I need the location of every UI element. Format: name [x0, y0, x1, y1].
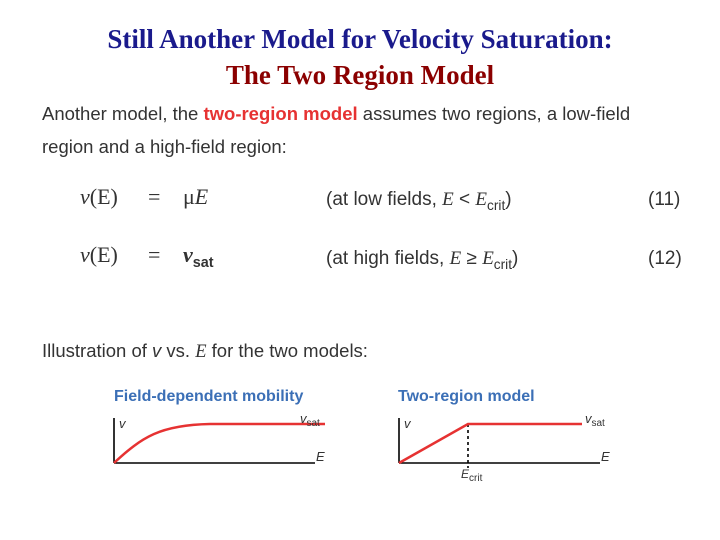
- equation-11-number: (11): [648, 189, 681, 210]
- chart1-vsat-label: $v_{sat}$: [300, 411, 320, 429]
- eq12-cond-Ecrit: E: [482, 248, 494, 269]
- eq11-cond-E: E: [442, 189, 454, 210]
- eq12-v: v: [80, 242, 90, 267]
- intro-line1: [42, 97, 702, 130]
- illus-prefix: Illustration of: [42, 340, 153, 361]
- equation-12-lhs: [80, 242, 118, 268]
- chart1-title: Field-dependent mobility: [114, 388, 304, 405]
- chart2-vsat-label: $v_{sat}$: [585, 411, 605, 429]
- chart2-velocity-curve: [399, 424, 582, 463]
- eq11-mu: μ: [183, 184, 195, 209]
- eq11-arg: (E): [89, 184, 118, 209]
- slide-title-line1: Still Another Model for Velocity Saturation:: [107, 24, 613, 54]
- eq11-v: v: [80, 184, 90, 209]
- equation-12-rhs: [183, 242, 214, 271]
- intro-text-after: assumes two regions, a low-field: [357, 103, 631, 124]
- eq11-field: E: [194, 184, 209, 209]
- chart2-x-label: E: [601, 449, 610, 464]
- slide-title-line2: The Two Region Model: [225, 60, 495, 90]
- eq12-cond-op: ≥: [461, 248, 483, 269]
- eq11-cond-prefix: (at low fields,: [326, 189, 443, 210]
- eq12-sat: sat: [192, 255, 214, 271]
- equation-12-number: (12): [648, 248, 682, 269]
- illus-E: E: [195, 342, 207, 362]
- equation-12-condition: [326, 248, 518, 272]
- eq12-cond-E: E: [449, 248, 462, 269]
- chart1-x-label: E: [316, 449, 325, 464]
- intro-line2: region and a high-field region:: [42, 136, 287, 157]
- illus-mid: vs.: [161, 340, 196, 361]
- eq11-cond-Ecrit: E: [475, 189, 488, 210]
- illus-v: v: [152, 340, 162, 361]
- equation-11-condition: [326, 189, 512, 213]
- eq12-v-rhs: v: [183, 242, 193, 267]
- chart2-y-label: v: [404, 416, 411, 431]
- eq11-cond-op: <: [453, 189, 476, 210]
- eq12-cond-suffix: ): [512, 248, 519, 269]
- chart2-plot: [385, 410, 625, 486]
- chart1-velocity-curve: [114, 424, 325, 463]
- equation-11-rhs: [183, 184, 208, 210]
- chart1-y-label: v: [119, 416, 126, 431]
- chart1-plot: [100, 410, 340, 470]
- equation-11-lhs: [80, 184, 118, 210]
- equation-11-equals: =: [148, 184, 161, 209]
- chart2-title: Two-region model: [398, 388, 535, 405]
- eq11-cond-sub: crit: [487, 197, 506, 213]
- eq11-cond-suffix: ): [505, 189, 512, 210]
- illus-suffix: for the two models:: [206, 340, 368, 361]
- equation-12-equals: =: [148, 242, 161, 267]
- eq12-arg: (E): [89, 242, 118, 267]
- eq12-cond-prefix: (at high fields,: [326, 248, 450, 269]
- eq12-cond-sub: crit: [493, 256, 513, 272]
- illustration-caption: [42, 340, 368, 363]
- chart2-ecrit-label: $E_{crit}$: [461, 467, 483, 484]
- intro-highlight: two-region model: [203, 103, 358, 124]
- intro-text-before: Another model, the: [42, 103, 204, 124]
